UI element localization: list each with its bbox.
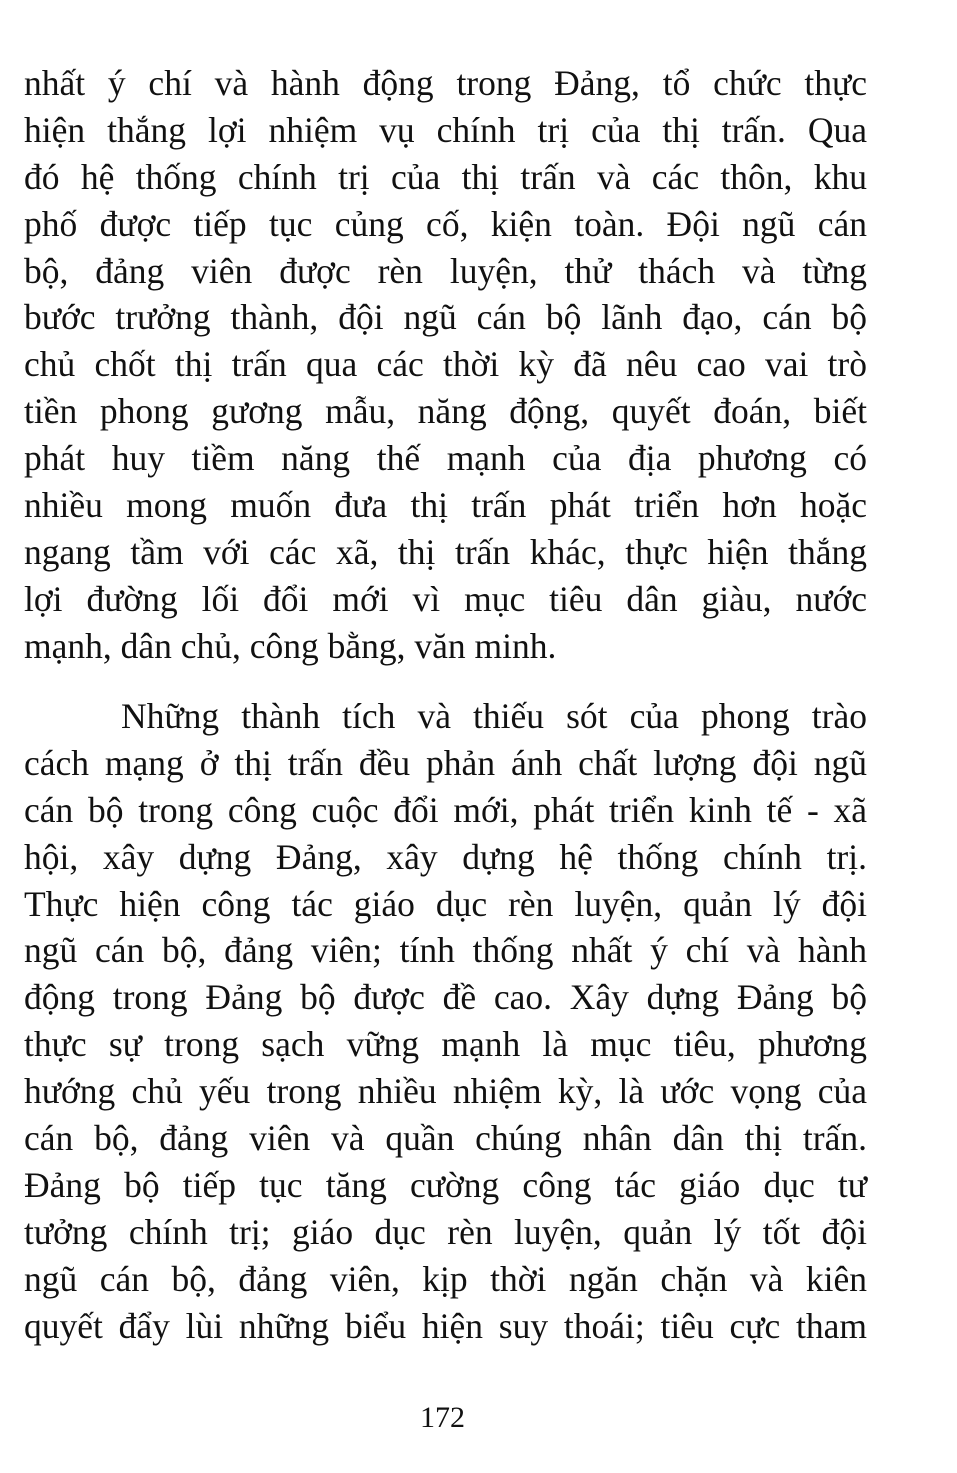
text-line: ngũ cán bộ, đảng viên, kịp thời ngăn chặn và kiên [24, 1258, 867, 1299]
paragraph-2 [24, 693, 867, 1349]
text-line: đó hệ thống chính trị của thị trấn và các thôn, khu [24, 156, 867, 197]
text-line: ngũ cán bộ, đảng viên; tính thống nhất ý chí và hành [24, 930, 867, 971]
text-line: tưởng chính trị; giáo dục rèn luyện, quản lý tốt đội [24, 1211, 867, 1252]
text-line: phố được tiếp tục củng cố, kiện toàn. Đội ngũ cán [24, 203, 867, 244]
text-line: tiền phong gương mẫu, năng động, quyết đoán, biết [24, 391, 867, 432]
paragraph-1 [24, 60, 867, 670]
text-line: Những thành tích và thiếu sót của phong trào [121, 696, 867, 736]
text-line: bước trưởng thành, đội ngũ cán bộ lãnh đạo, cán bộ [24, 297, 867, 338]
text-line: Đảng bộ tiếp tục tăng cường công tác giáo dục tư [24, 1164, 867, 1205]
text-line: động trong Đảng bộ được đề cao. Xây dựng Đảng bộ [24, 977, 867, 1018]
text-line: hội, xây dựng Đảng, xây dựng hệ thống chính trị. [24, 836, 867, 877]
text-line: Thực hiện công tác giáo dục rèn luyện, quản lý đội [24, 883, 867, 924]
text-line: hướng chủ yếu trong nhiều nhiệm kỳ, là ước vọng của [24, 1071, 867, 1112]
text-line: ngang tầm với các xã, thị trấn khác, thực hiện thắng [24, 531, 867, 572]
text-line: nhất ý chí và hành động trong Đảng, tổ chức thực [24, 63, 867, 103]
text-line: lợi đường lối đổi mới vì mục tiêu dân giàu, nước [24, 578, 867, 619]
text-line: chủ chốt thị trấn qua các thời kỳ đã nêu cao vai trò [24, 344, 867, 385]
text-line: cách mạng ở thị trấn đều phản ánh chất lượng đội ngũ [24, 742, 867, 783]
text-line: bộ, đảng viên được rèn luyện, thử thách và từng [24, 250, 867, 291]
text-line: cán bộ trong công cuộc đổi mới, phát triển kinh tế - xã [24, 789, 867, 830]
text-line: nhiều mong muốn đưa thị trấn phát triển hơn hoặc [24, 485, 867, 526]
text-line: mạnh, dân chủ, công bằng, văn minh. [24, 625, 557, 666]
page-number: 172 [420, 1401, 465, 1434]
text-line: hiện thắng lợi nhiệm vụ chính trị của thị trấn. Qua [24, 109, 867, 150]
text-line: thực sự trong sạch vững mạnh là mục tiêu, phương [24, 1024, 867, 1065]
text-line: phát huy tiềm năng thế mạnh của địa phương có [24, 438, 867, 479]
text-line: quyết đẩy lùi những biểu hiện suy thoái; tiêu cực tham [24, 1305, 867, 1346]
text-line: cán bộ, đảng viên và quần chúng nhân dân thị trấn. [24, 1118, 867, 1159]
